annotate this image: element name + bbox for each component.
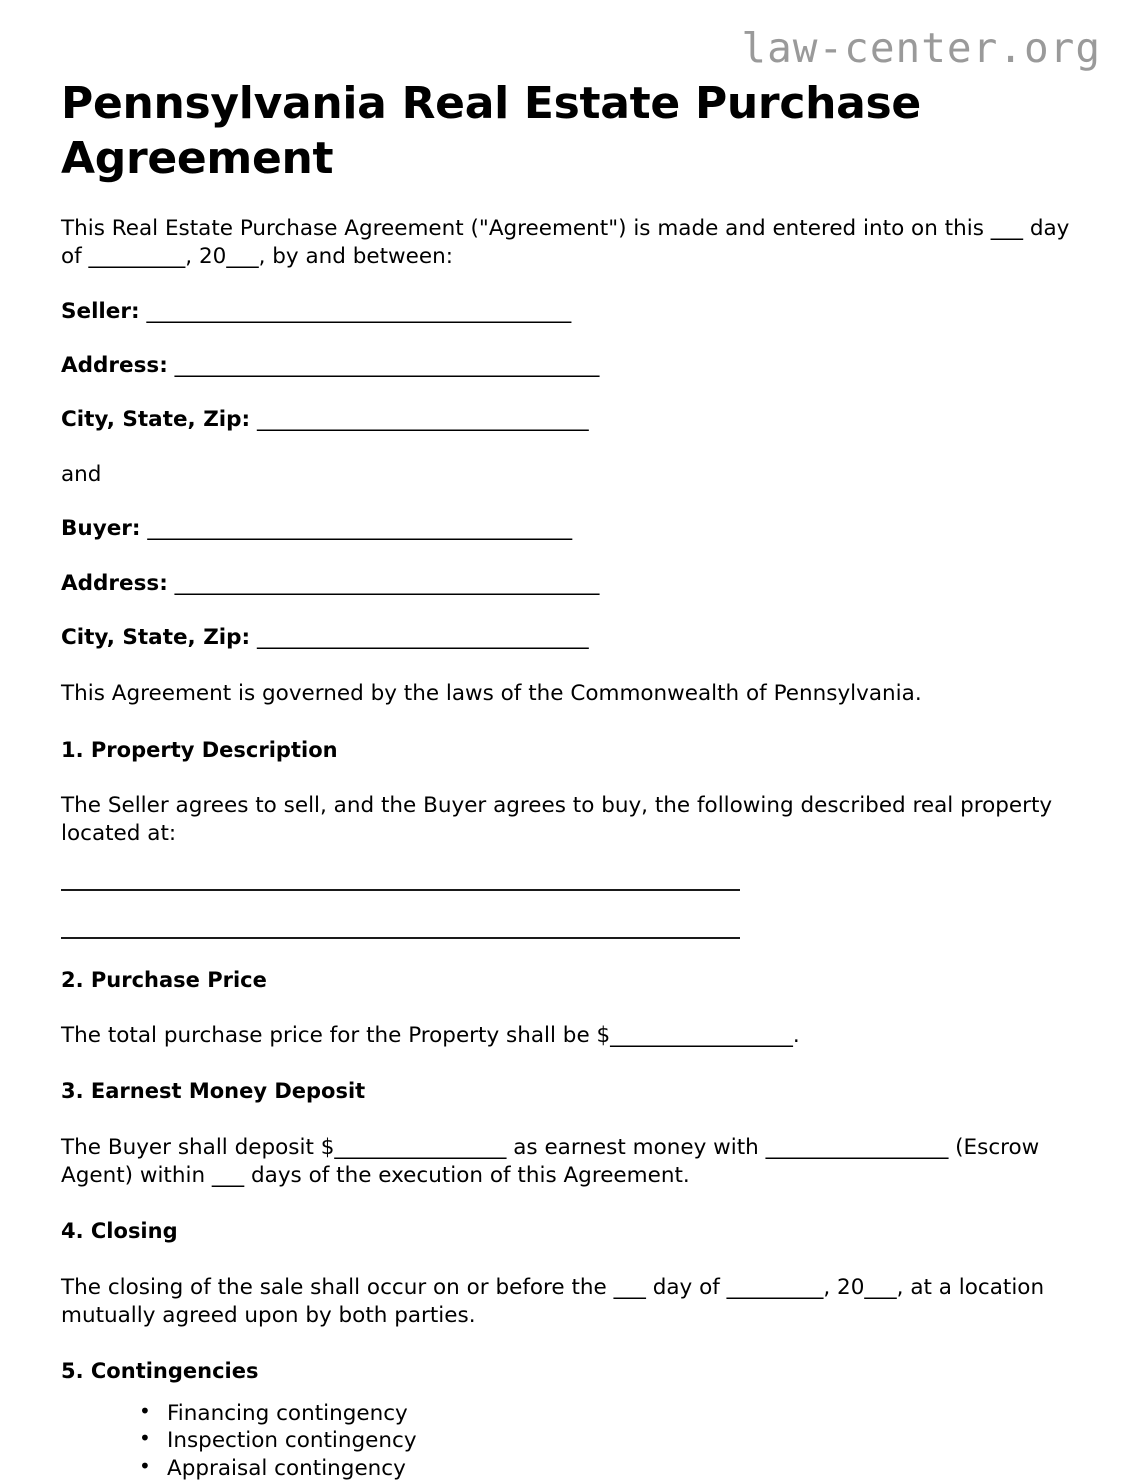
section-heading-purchase-price: 2. Purchase Price: [61, 967, 267, 992]
seller-address-field: [61, 326, 1072, 380]
seller-citystatezip-label: City, State, Zip:: [61, 407, 251, 433]
list-item: • Financing contingency: [139, 1400, 1072, 1428]
section-body-purchase-price: The total purchase price for the Property shall be $_________________.: [61, 1022, 800, 1048]
section-body-property-description: The Seller agrees to sell, and the Buyer agrees to buy, the following described real property located at:: [61, 792, 1053, 847]
buyer-address-blank[interactable]: _________________________________________: [174, 570, 599, 596]
buyer-citystatezip-label: City, State, Zip:: [61, 624, 251, 650]
site-watermark: law-center.org: [741, 24, 1101, 72]
list-item: • Inspection contingency: [139, 1427, 1072, 1455]
seller-name-field: [61, 272, 1072, 326]
seller-address-blank[interactable]: _________________________________________: [174, 353, 599, 378]
seller-citystatezip-blank[interactable]: ________________________________: [257, 407, 589, 433]
buyer-citystatezip-blank[interactable]: ________________________________: [257, 624, 589, 650]
property-description-blank-lines: [61, 849, 1072, 939]
contingencies-list: [61, 1386, 1072, 1482]
section-heading-earnest-money-deposit: 3. Earnest Money Deposit: [61, 1079, 366, 1104]
seller-name-label: Seller:: [61, 298, 140, 324]
page-title: Pennsylvania Real Estate Purchase Agreement: [61, 78, 921, 185]
section-heading-property-description: 1. Property Description: [61, 737, 338, 762]
governing-law-paragraph: This Agreement is governed by the laws of the Commonwealth of Pennsylvania.: [61, 681, 922, 707]
property-description-blank-line-1[interactable]: [61, 889, 740, 891]
seller-address-label: Address:: [61, 353, 168, 378]
list-item: • Appraisal contingency: [139, 1455, 1072, 1482]
buyer-name-label: Buyer:: [61, 516, 141, 542]
buyer-address-field: [61, 544, 1072, 598]
section-heading-closing: 4. Closing: [61, 1219, 178, 1244]
buyer-citystatezip-field: [61, 598, 1072, 652]
seller-name-blank[interactable]: _________________________________________: [146, 298, 571, 324]
section-body-closing: The closing of the sale shall occur on or before the ___ day of _________, 20___, at a location mutually agreed upon by both parties.: [61, 1274, 1045, 1329]
intro-paragraph: This Real Estate Purchase Agreement ("Agreement") is made and entered into on this ___ day of _________, 20___, by and between:: [61, 215, 1070, 270]
section-heading-contingencies: 5. Contingencies: [61, 1359, 259, 1384]
seller-citystatezip-field: [61, 380, 1072, 434]
buyer-address-label: Address:: [61, 570, 168, 596]
buyer-name-blank[interactable]: _________________________________________: [147, 516, 572, 542]
buyer-name-field: [61, 489, 1072, 543]
and-connector: and: [61, 461, 102, 487]
section-body-earnest-money-deposit: The Buyer shall deposit $________________ as earnest money with _________________ (Escrow Agent) within ___ days of the execution of this Agreement.: [61, 1134, 1040, 1189]
